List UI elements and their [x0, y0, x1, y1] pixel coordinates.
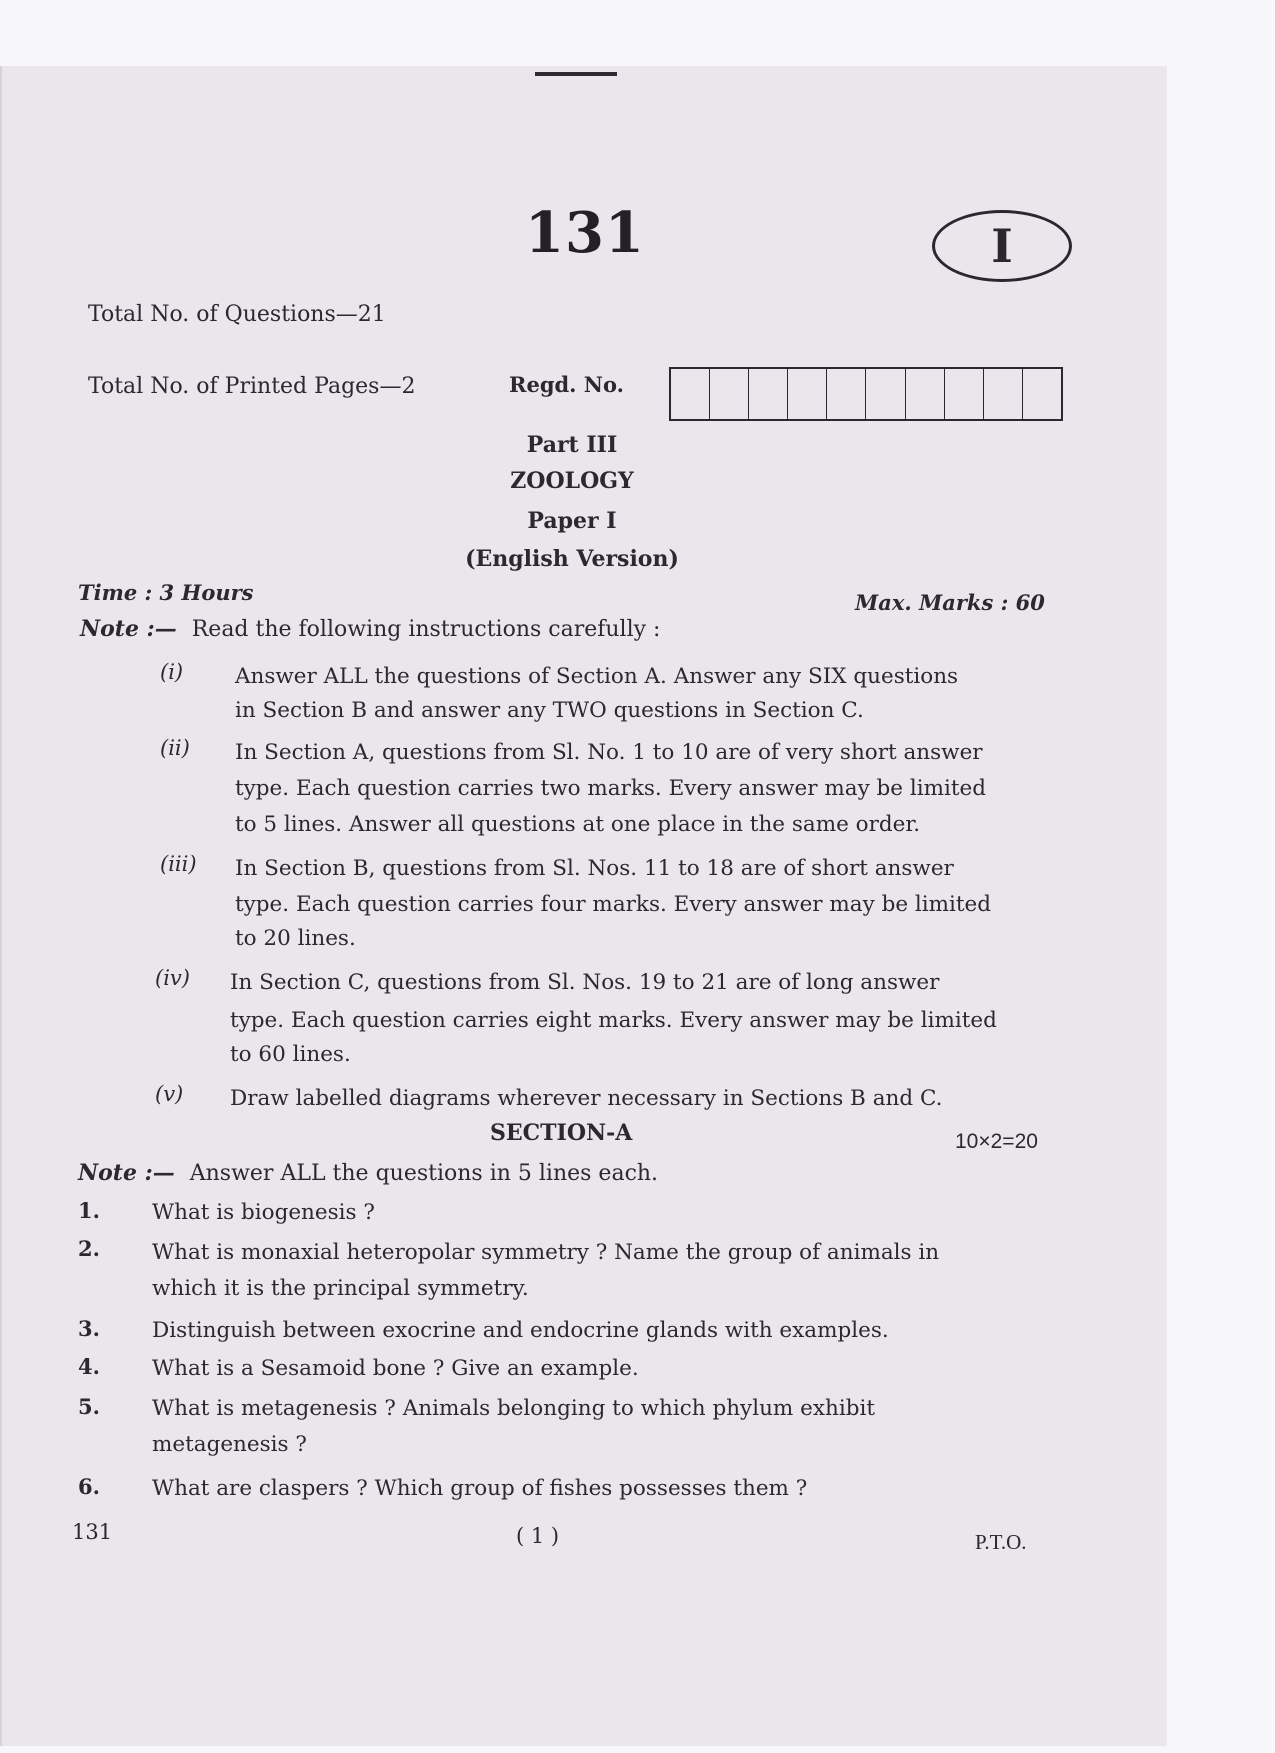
subject-title: ZOOLOGY: [510, 468, 634, 494]
question-text: What is metagenesis ? Animals belonging to which phylum exhibit: [152, 1396, 876, 1421]
question-text: which it is the principal symmetry.: [152, 1276, 529, 1301]
total-pages: Total No. of Printed Pages—2: [88, 374, 416, 399]
version-label: (English Version): [465, 546, 679, 572]
instruction-line: Answer ALL the questions of Section A. Answer any SIX questions: [235, 664, 959, 689]
question-number: 4.: [78, 1354, 100, 1379]
instruction-line: to 20 lines.: [235, 926, 356, 951]
regd-no-label: Regd. No.: [509, 372, 624, 397]
section-a-title: SECTION-A: [490, 1120, 633, 1146]
instruction-number: (iv): [155, 966, 190, 990]
section-a-note-text: Answer ALL the questions in 5 lines each.: [189, 1161, 659, 1186]
paper-code: 131: [525, 200, 645, 266]
regd-no-boxes[interactable]: [669, 367, 1063, 421]
question-number: 2.: [78, 1236, 100, 1261]
top-rule: [535, 72, 617, 76]
question-number: 1.: [78, 1198, 100, 1223]
instruction-number: (v): [155, 1082, 184, 1106]
question-number: 5.: [78, 1394, 100, 1419]
section-a-note-label: Note :—: [78, 1160, 175, 1186]
instruction-line: type. Each question carries two marks. Every answer may be limited: [235, 776, 987, 801]
section-a-note: [78, 1160, 658, 1186]
question-text: What is biogenesis ?: [152, 1200, 375, 1225]
question-number: 3.: [78, 1316, 100, 1341]
instruction-number: (ii): [160, 736, 190, 760]
instructions-note: [80, 616, 660, 642]
instruction-line: type. Each question carries eight marks. Every answer may be limited: [230, 1008, 997, 1033]
instruction-line: to 5 lines. Answer all questions at one place in the same order.: [235, 812, 921, 837]
section-a-marks: 10×2=20: [955, 1130, 1038, 1153]
set-code-oval: [932, 210, 1072, 282]
time-allowed: Time : 3 Hours: [78, 580, 254, 605]
instruction-line: Draw labelled diagrams wherever necessary in Sections B and C.: [230, 1086, 943, 1111]
instruction-line: In Section C, questions from Sl. Nos. 19 to 21 are of long answer: [230, 970, 940, 995]
question-text: What is a Sesamoid bone ? Give an example.: [152, 1356, 639, 1381]
question-text: Distinguish between exocrine and endocrine glands with examples.: [152, 1318, 889, 1343]
note-label: Note :—: [80, 616, 177, 642]
instruction-line: to 60 lines.: [230, 1042, 351, 1067]
instruction-line: in Section B and answer any TWO questions in Section C.: [235, 698, 864, 723]
part-label: Part III: [526, 432, 618, 458]
max-marks: Max. Marks : 60: [855, 590, 1045, 615]
total-questions: Total No. of Questions—21: [88, 302, 386, 327]
instruction-line: In Section B, questions from Sl. Nos. 11 to 18 are of short answer: [235, 856, 954, 881]
set-code: I: [991, 219, 1013, 273]
question-text: What are claspers ? Which group of fishes possesses them ?: [152, 1476, 808, 1501]
instruction-number: (iii): [160, 852, 197, 876]
page-number: ( 1 ): [516, 1524, 560, 1548]
please-turn-over: P.T.O.: [975, 1530, 1027, 1554]
paper-label: Paper I: [527, 508, 617, 534]
instruction-line: type. Each question carries four marks. Every answer may be limited: [235, 892, 992, 917]
note-text: Read the following instructions carefully :: [191, 617, 661, 642]
instruction-line: In Section A, questions from Sl. No. 1 to 10 are of very short answer: [235, 740, 983, 765]
question-text: metagenesis ?: [152, 1432, 307, 1457]
question-number: 6.: [78, 1474, 100, 1499]
instruction-number: (i): [160, 660, 184, 684]
question-text: What is monaxial heteropolar symmetry ? Name the group of animals in: [152, 1240, 940, 1265]
footer-code: 131: [72, 1520, 113, 1544]
